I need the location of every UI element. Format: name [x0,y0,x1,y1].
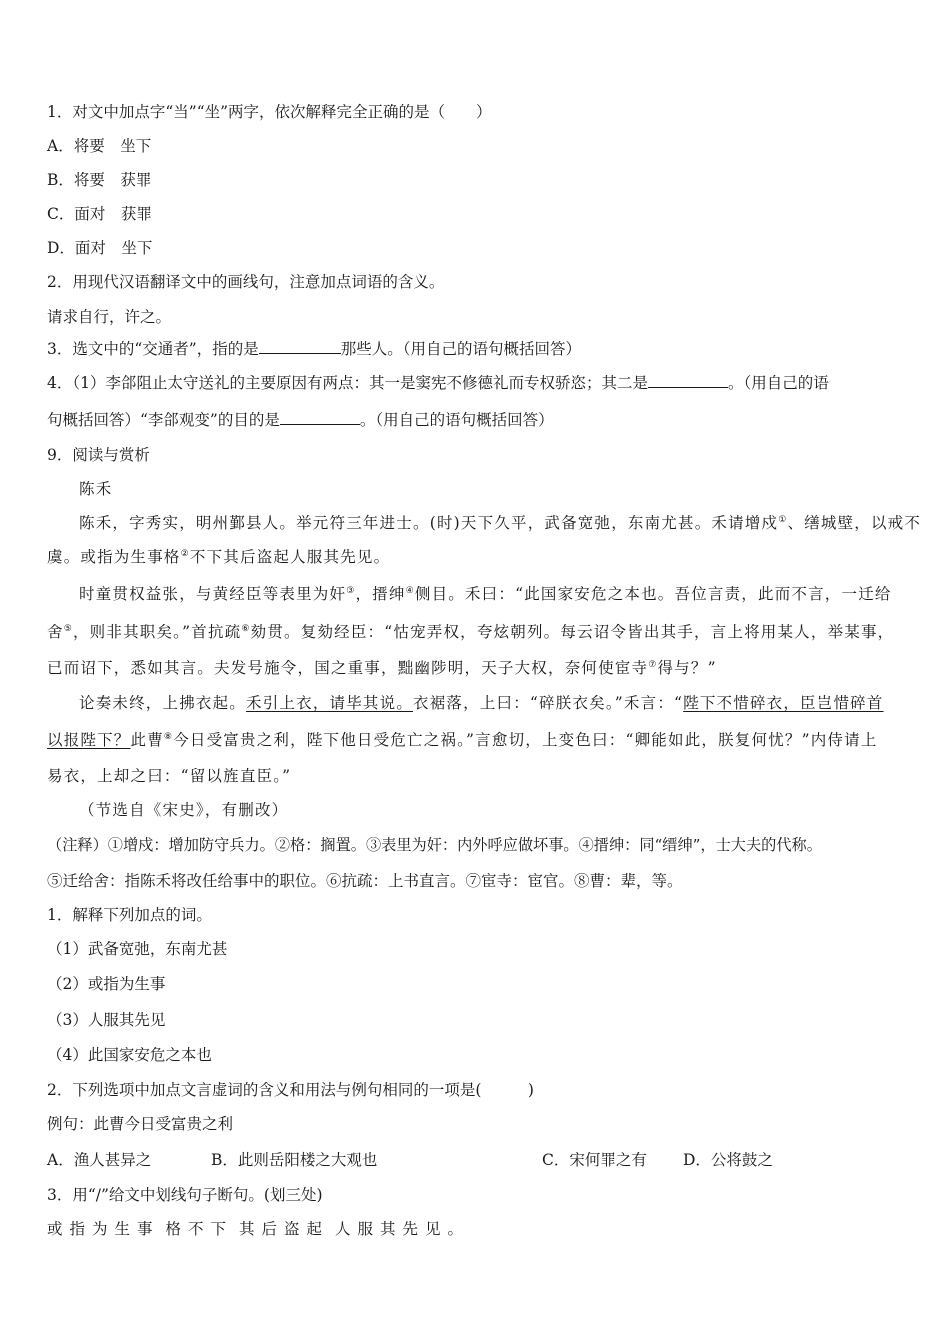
passage-text: 论奏未终，上拂衣起。 [79,694,247,712]
underlined-sentence: 禾引上衣，请毕其说。 [246,694,414,712]
p2-q3-stem: 3．用“/”给文中划线句子断句。(划三处) [47,1186,323,1204]
footnote-marker: ③ [346,585,356,596]
p2-q3-sentence [47,1218,470,1240]
passage-text: 、缮城壁，以戒不 [787,514,922,532]
passage-p1-line-1 [79,512,921,534]
footnote-marker: ⑦ [648,659,658,670]
p2-q2-option-c: C．宋何罪之有 [542,1151,647,1169]
notes-line-2: ⑤迁给舍：指陈禾将改任给事中的职位。⑥抗疏：上书直言。⑦宦寺：宦官。⑧曹：辈，等。 [47,872,683,890]
p2-q1-item-1: （1）武备宽弛，东南尤甚 [47,940,228,958]
passage-text: 舍 [47,623,64,641]
passage-text: 已而诏下，悉如其言。夫发号施令，国之重事，黜幽陟明，天子大权，奈何使宦寺 [47,659,649,677]
q4-line-1 [47,372,829,394]
q3-answer-blank[interactable] [259,338,341,354]
footnote-marker: ② [180,548,190,559]
p2-q2-option-a: A．渔人甚异之 [47,1151,152,1169]
passage-text: 此曹 [130,731,164,749]
passage-text: 衣裾落，上曰：“碎朕衣矣。”禾言：“ [413,694,684,712]
q4-answer-blank-1[interactable] [648,372,728,388]
passage-p2-line-1 [79,583,892,605]
q1-stem: 1．对文中加点字“当”“坐”两字，依次解释完全正确的是（ ） [47,103,492,121]
p2-q2-option-d: D．公将鼓之 [683,1151,773,1169]
passage-text: ，则非其职矣。”首抗疏 [72,623,242,641]
passage-text: 侧目。禾曰：“此国家安危之本也。吾位言责，此而不言，一迁给 [414,585,892,603]
p2-q1-item-4: （4）此国家安危之本也 [47,1046,212,1064]
p2-q1-item-2: （2）或指为生事 [47,975,166,993]
q4-text-2: 。（用自己的语 [727,374,829,392]
footnote-marker: ④ [405,585,415,596]
passage-text: 不下其后盗起人服其先见。 [189,548,391,566]
p2-q2-option-b: B．此则岳阳楼之大观也 [211,1151,378,1169]
p2-q1-item-3: （3）人服其先见 [47,1011,166,1029]
q3-text-after: 那些人。（用自己的语句概括回答） [340,340,581,358]
passage-text: 时童贯权益张，与黄经臣等表里为奸 [79,585,347,603]
passage-source: （节选自《宋史》，有删改） [79,801,289,819]
underlined-sentence: 以报陛下？ [47,731,131,749]
q4-text-4: 。（用自己的语句概括回答） [359,411,554,429]
section-heading: 9．阅读与赏析 [47,446,150,464]
sentence-group: 其后盗起 [239,1220,330,1238]
passage-p3-line-2 [47,729,878,751]
passage-p3-line-1 [79,692,884,714]
passage-p2-line-3 [47,657,717,679]
q4-text-3: 句概括回答）“李郃观变”的目的是 [47,411,280,429]
p2-q2-stem: 2．下列选项中加点文言虚词的含义和用法与例句相同的一项是( ) [47,1081,534,1099]
passage-text: ，搢绅 [355,585,406,603]
q1-option-a: A．将要 坐下 [47,137,152,155]
p2-q1-stem: 1．解释下列加点的词。 [47,906,212,924]
footnote-marker: ⑥ [241,623,251,634]
q4-line-2 [47,409,554,431]
footnote-marker: ① [778,514,788,525]
sentence-group: 格不下 [165,1220,234,1238]
q4-answer-blank-2[interactable] [280,409,360,425]
q2-stem: 2．用现代汉语翻译文中的画线句，注意加点词语的含义。 [47,273,445,291]
q1-option-c: C．面对 获罪 [47,205,152,223]
passage-p2-line-2 [47,621,894,643]
q3-line [47,338,581,360]
notes-line-1: （注释）①增戍：增加防守兵力。②格：搁置。③表里为奸：内外呼应做坏事。④搢绅：同“缙绅”，士大夫的代称。 [47,836,822,854]
q1-option-d: D．面对 坐下 [47,239,153,257]
underlined-sentence: 陛下不惜碎衣，臣岂惜碎首 [683,694,884,712]
passage-title: 陈禾 [79,480,113,498]
footnote-marker: ⑧ [163,731,174,742]
p2-q2-example: 例句：此曹今日受富贵之利 [47,1115,234,1133]
sentence-group: 人服其先见。 [335,1220,471,1238]
q1-option-b: B．将要 获罪 [47,171,152,189]
q2-sentence: 请求自行，许之。 [47,308,172,326]
passage-p1-line-2 [47,546,390,568]
passage-text: 虞。或指为生事格 [47,548,181,566]
q3-text-before: 3．选文中的“交通者”，指的是 [47,340,259,358]
footnote-marker: ⑤ [63,623,73,634]
passage-text: 陈禾，字秀实，明州鄞县人。举元符三年进士。(时)天下久平，武备宽弛，东南尤甚。禾请增戍 [79,514,779,532]
passage-text: 劾贯。复劾经臣：“怙宠弄权，夸炫朝列。每云诏令皆出其手，言上将用某人，举某事， [250,623,895,641]
q4-text-1: 4．（1）李郃阻止太守送礼的主要原因有两点：其一是窦宪不修德礼而专权骄恣；其二是 [47,374,648,392]
passage-text: 得与？” [657,659,717,677]
passage-text: 今日受富贵之利，陛下他日受危亡之祸。”言愈切，上变色曰：“卿能如此，朕复何忧？”内侍请上 [173,731,878,749]
passage-p3-line-3: 易衣，上却之曰：“留以旌直臣。” [47,767,292,785]
sentence-group: 或指为生事 [47,1220,160,1238]
